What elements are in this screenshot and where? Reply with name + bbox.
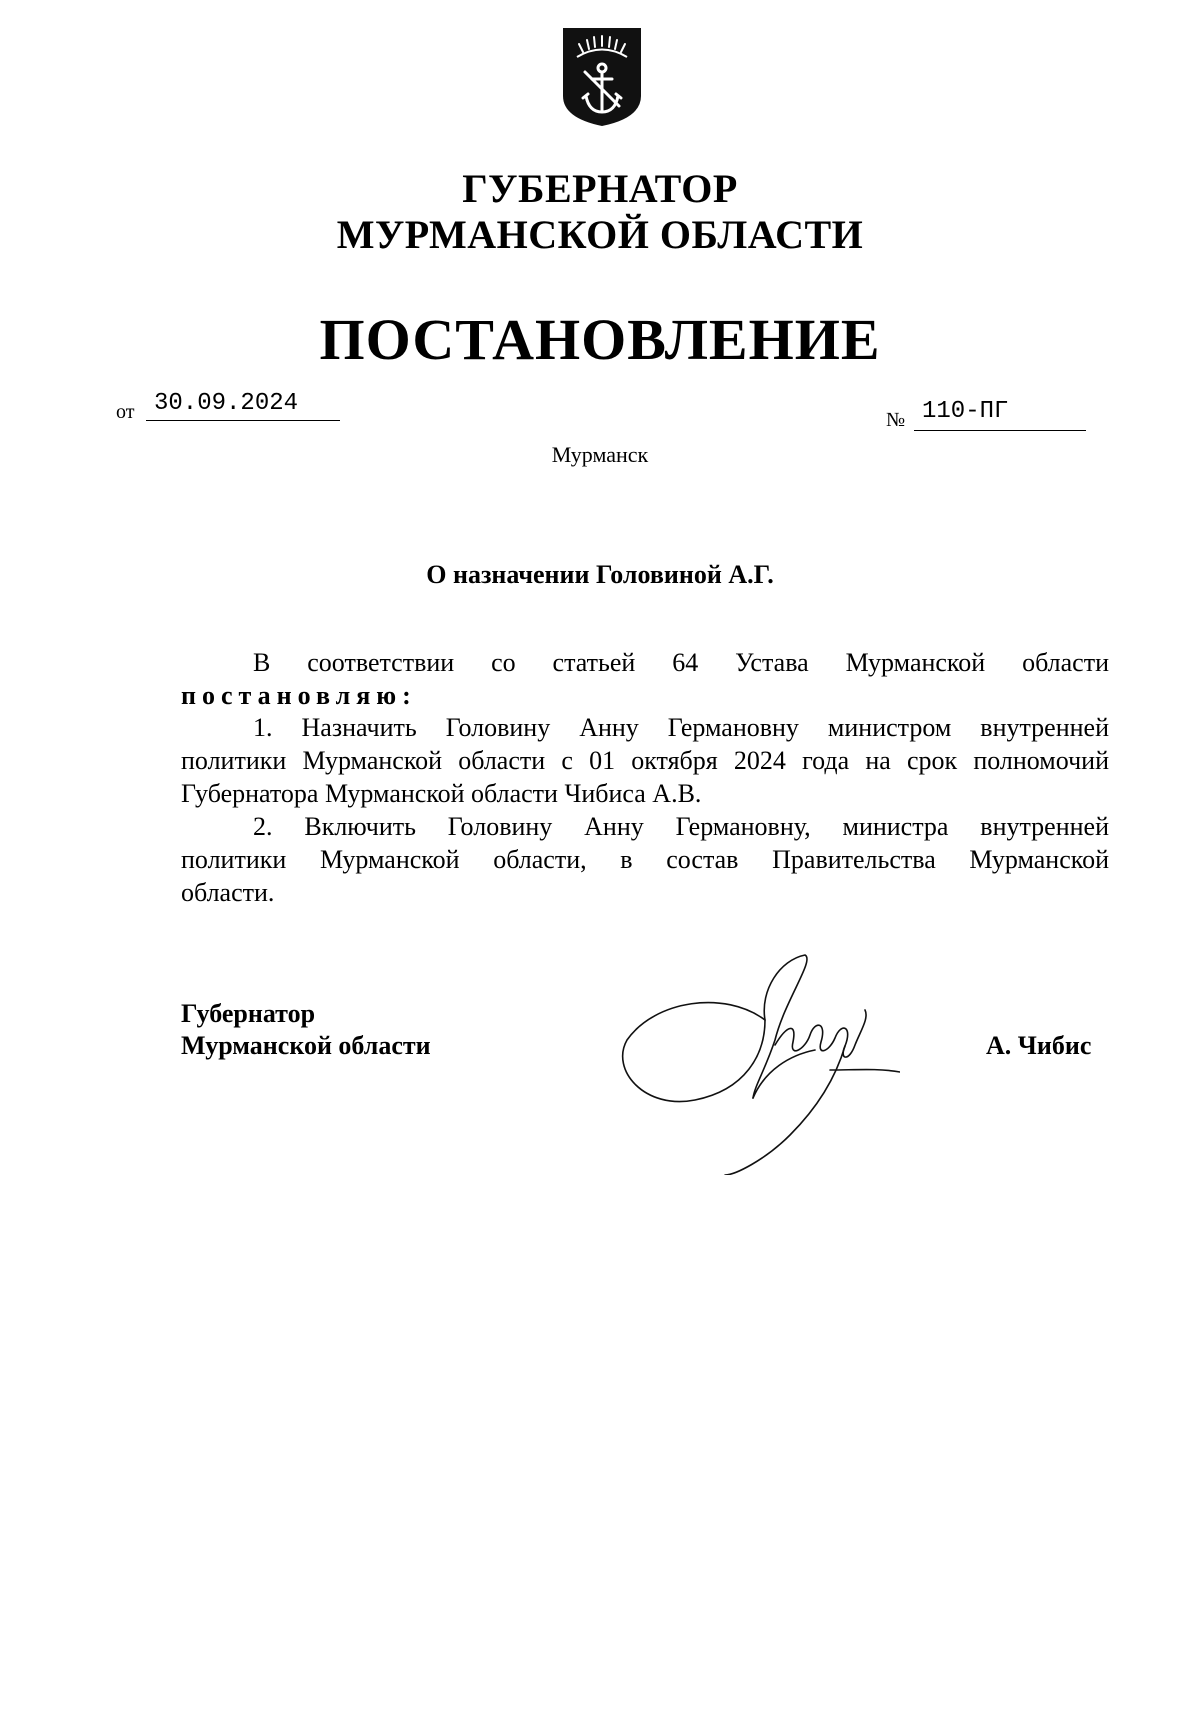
coat-of-arms-icon <box>561 26 643 128</box>
signatory-title-line2: Мурманской области <box>181 1031 431 1060</box>
item-2-line1: 2. Включить Головину Анну Германовну, министра внутренней <box>253 812 1109 841</box>
item-1-line3: Губернатора Мурманской области Чибиса А.В. <box>181 779 702 808</box>
intro-line1: В соответствии со статьей 64 Устава Мурманской области <box>253 648 1109 677</box>
intro-paragraph <box>181 646 1109 712</box>
item-1-paragraph <box>181 711 1109 810</box>
date-prefix: от <box>116 401 135 423</box>
item-2-paragraph <box>181 810 1109 909</box>
resolve-word: постановляю: <box>181 681 417 710</box>
document-subject: О назначении Головиной А.Г. <box>426 560 774 589</box>
signatory-title <box>181 998 431 1062</box>
org-title-line2: МУРМАНСКОЙ ОБЛАСТИ <box>336 212 864 257</box>
handwritten-signature-icon <box>615 950 900 1175</box>
number-prefix: № <box>886 409 906 431</box>
signatory-name: А. Чибис <box>986 1031 1092 1060</box>
document-city: Мурманск <box>551 442 649 467</box>
document-date: 30.09.2024 <box>154 390 299 417</box>
item-2-line3: области. <box>181 878 275 907</box>
item-2-line2: политики Мурманской области, в состав Правительства Мурманской <box>181 845 1109 874</box>
item-1-line2: политики Мурманской области с 01 октября 2024 года на срок полномочий <box>181 746 1109 775</box>
org-title-line1: ГУБЕРНАТОР <box>462 166 738 211</box>
document-type: ПОСТАНОВЛЕНИЕ <box>319 307 881 372</box>
signatory-title-line1: Губернатор <box>181 999 316 1028</box>
document-number: 110-ПГ <box>922 398 1009 425</box>
item-1-line1: 1. Назначить Головину Анну Германовну министром внутренней <box>253 713 1109 742</box>
